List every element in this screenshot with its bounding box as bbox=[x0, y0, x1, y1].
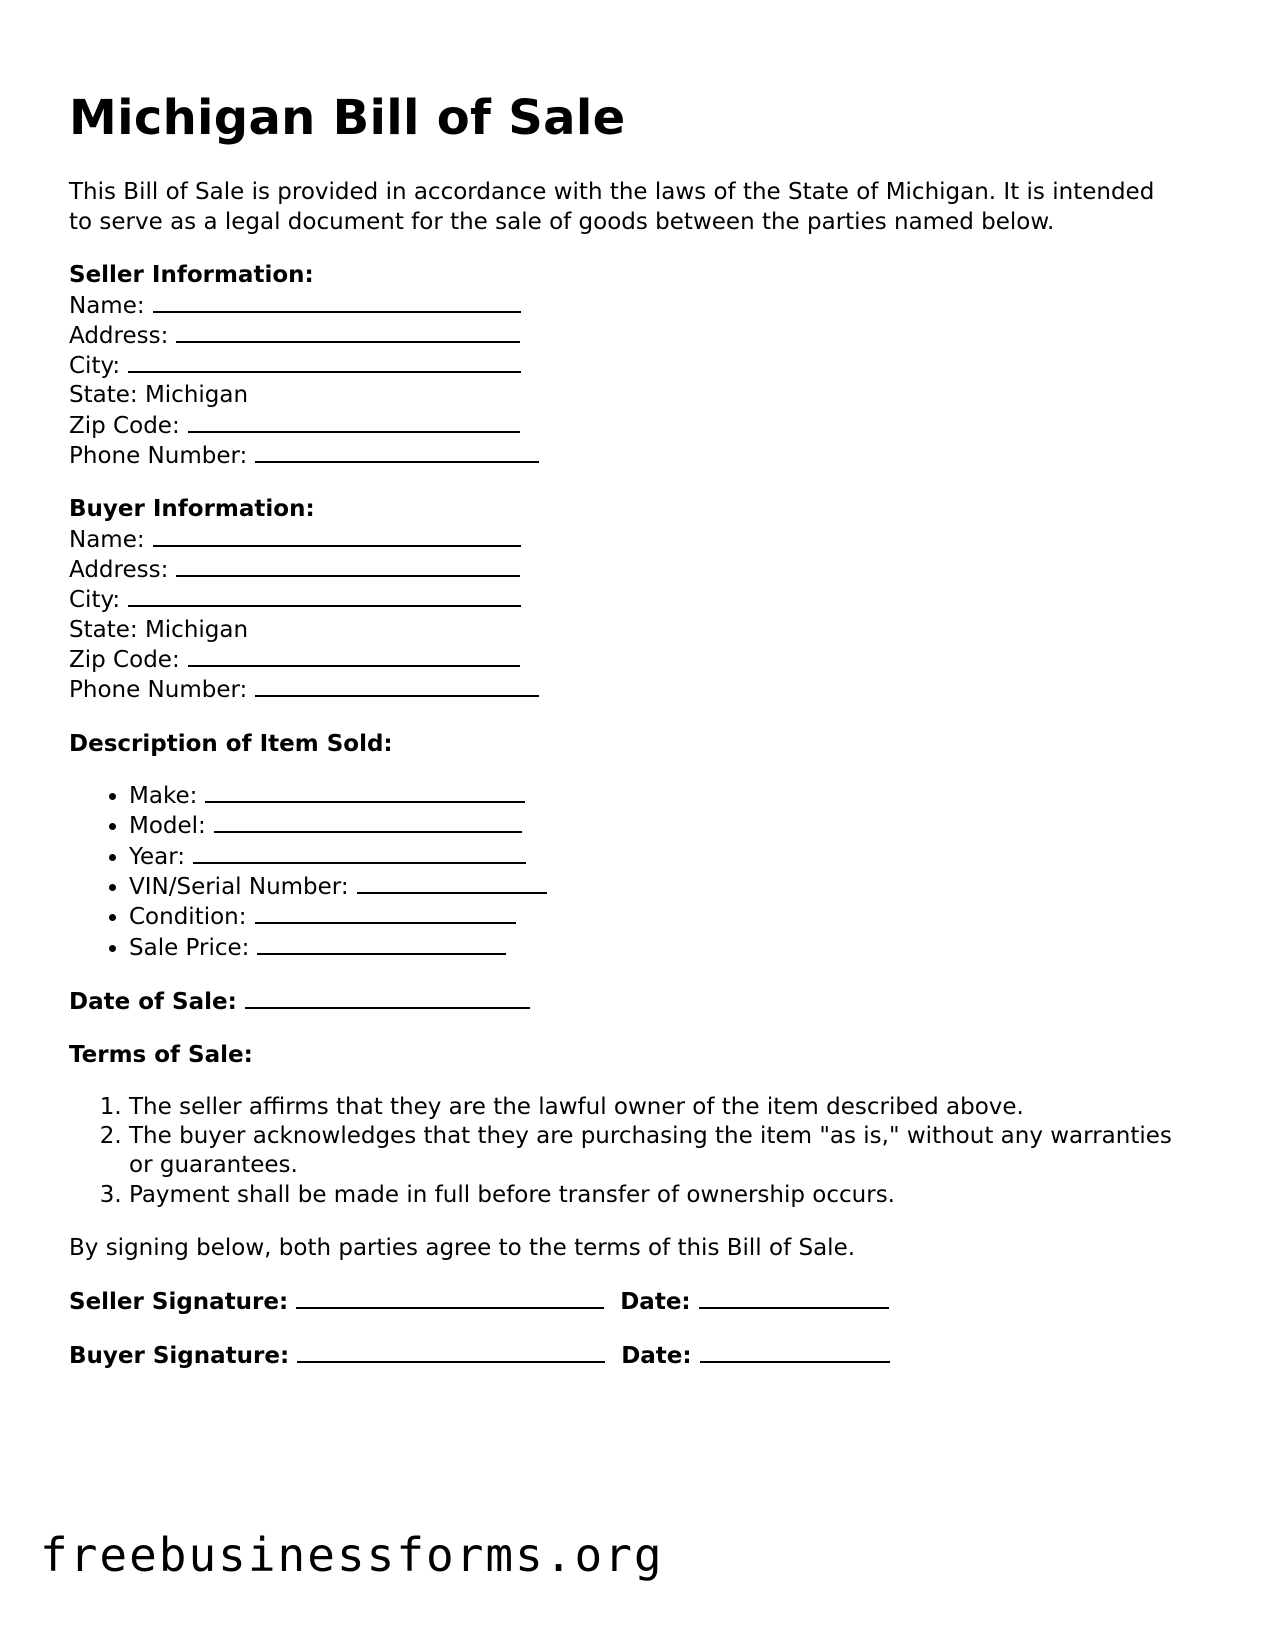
terms-item: 3. Payment shall be made in full before transfer of ownership occurs. bbox=[129, 1181, 1189, 1210]
buyer-city-label: City: bbox=[69, 587, 121, 614]
date-of-sale-section bbox=[69, 987, 1189, 1017]
item-field-make bbox=[129, 781, 1189, 811]
item-heading: Description of Item Sold: bbox=[69, 730, 393, 757]
terms-item: 1. The seller affirms that they are the lawful owner of the item described above. bbox=[129, 1093, 1189, 1122]
seller-signature-blank[interactable] bbox=[296, 1287, 604, 1309]
buyer-zip-line bbox=[69, 645, 1189, 675]
buyer-date-blank[interactable] bbox=[700, 1341, 890, 1363]
item-section bbox=[69, 730, 1189, 963]
document-title: Michigan Bill of Sale bbox=[69, 90, 626, 146]
buyer-heading: Buyer Information: bbox=[69, 496, 315, 523]
buyer-signature-label: Buyer Signature: bbox=[69, 1343, 290, 1370]
seller-zip-blank[interactable] bbox=[188, 411, 520, 433]
seller-section bbox=[69, 261, 1189, 471]
seller-phone-blank[interactable] bbox=[255, 441, 539, 463]
document-page bbox=[69, 88, 1189, 1372]
seller-date-blank[interactable] bbox=[699, 1287, 889, 1309]
date-of-sale-line bbox=[69, 987, 1189, 1017]
seller-state-line: State: Michigan bbox=[69, 382, 249, 409]
item-field-year bbox=[129, 842, 1189, 872]
item-year-blank[interactable] bbox=[193, 842, 526, 864]
buyer-city-blank[interactable] bbox=[128, 585, 521, 607]
seller-zip-label: Zip Code: bbox=[69, 412, 180, 439]
intro-paragraph: This Bill of Sale is provided in accordance with the laws of the State of Michigan. It is intended to serve as a legal document for the sale of goods between the parties named below. bbox=[69, 179, 1155, 235]
item-make-blank[interactable] bbox=[205, 781, 525, 803]
seller-name-label: Name: bbox=[69, 292, 145, 319]
item-vin-blank[interactable] bbox=[357, 872, 547, 894]
item-condition-blank[interactable] bbox=[255, 902, 516, 924]
item-field-label: Make: bbox=[129, 783, 198, 810]
item-field-vin bbox=[129, 872, 1189, 902]
seller-city-line bbox=[69, 351, 1189, 381]
terms-heading: Terms of Sale: bbox=[69, 1042, 253, 1069]
seller-address-label: Address: bbox=[69, 322, 169, 349]
item-field-condition bbox=[129, 902, 1189, 932]
buyer-name-blank[interactable] bbox=[153, 525, 521, 547]
seller-phone-line bbox=[69, 441, 1189, 471]
item-field-label: Condition: bbox=[129, 904, 247, 931]
buyer-zip-label: Zip Code: bbox=[69, 646, 180, 673]
item-field-label: VIN/Serial Number: bbox=[129, 873, 349, 900]
seller-signature-row bbox=[69, 1287, 1189, 1317]
site-watermark: freebusinessforms.org bbox=[40, 1528, 664, 1582]
seller-heading: Seller Information: bbox=[69, 262, 314, 288]
seller-phone-label: Phone Number: bbox=[69, 442, 248, 469]
buyer-address-label: Address: bbox=[69, 557, 169, 584]
item-field-list bbox=[69, 781, 1189, 963]
seller-date-label: Date: bbox=[620, 1289, 691, 1316]
buyer-phone-label: Phone Number: bbox=[69, 677, 248, 704]
buyer-name-line bbox=[69, 525, 1189, 555]
buyer-date-label: Date: bbox=[621, 1343, 692, 1370]
item-field-label: Model: bbox=[129, 813, 206, 840]
buyer-address-line bbox=[69, 555, 1189, 585]
buyer-city-line bbox=[69, 585, 1189, 615]
buyer-section bbox=[69, 495, 1189, 705]
item-field-model bbox=[129, 811, 1189, 841]
seller-zip-line bbox=[69, 411, 1189, 441]
date-of-sale-blank[interactable] bbox=[245, 987, 530, 1009]
item-field-label: Year: bbox=[129, 843, 186, 870]
terms-item: 2. The buyer acknowledges that they are purchasing the item "as is," without any warranties or guarantees. bbox=[129, 1122, 1189, 1181]
seller-name-blank[interactable] bbox=[153, 291, 521, 313]
terms-list bbox=[69, 1093, 1189, 1210]
seller-city-blank[interactable] bbox=[128, 351, 521, 373]
seller-address-blank[interactable] bbox=[176, 321, 520, 343]
date-of-sale-label: Date of Sale: bbox=[69, 988, 237, 1015]
seller-city-label: City: bbox=[69, 353, 121, 380]
seller-name-line bbox=[69, 291, 1189, 321]
buyer-zip-blank[interactable] bbox=[188, 645, 520, 667]
item-sale-price-blank[interactable] bbox=[257, 933, 506, 955]
item-field-sale-price bbox=[129, 933, 1189, 963]
buyer-phone-line bbox=[69, 675, 1189, 705]
buyer-state-line: State: Michigan bbox=[69, 616, 249, 643]
buyer-signature-blank[interactable] bbox=[297, 1341, 605, 1363]
terms-section bbox=[69, 1041, 1189, 1210]
seller-signature-label: Seller Signature: bbox=[69, 1289, 289, 1316]
buyer-phone-blank[interactable] bbox=[255, 675, 539, 697]
item-field-label: Sale Price: bbox=[129, 934, 250, 961]
buyer-address-blank[interactable] bbox=[176, 555, 520, 577]
seller-address-line bbox=[69, 321, 1189, 351]
buyer-name-label: Name: bbox=[69, 526, 145, 553]
agreement-statement: By signing below, both parties agree to the terms of this Bill of Sale. bbox=[69, 1234, 856, 1261]
buyer-signature-row bbox=[69, 1341, 1189, 1371]
item-model-blank[interactable] bbox=[214, 811, 522, 833]
